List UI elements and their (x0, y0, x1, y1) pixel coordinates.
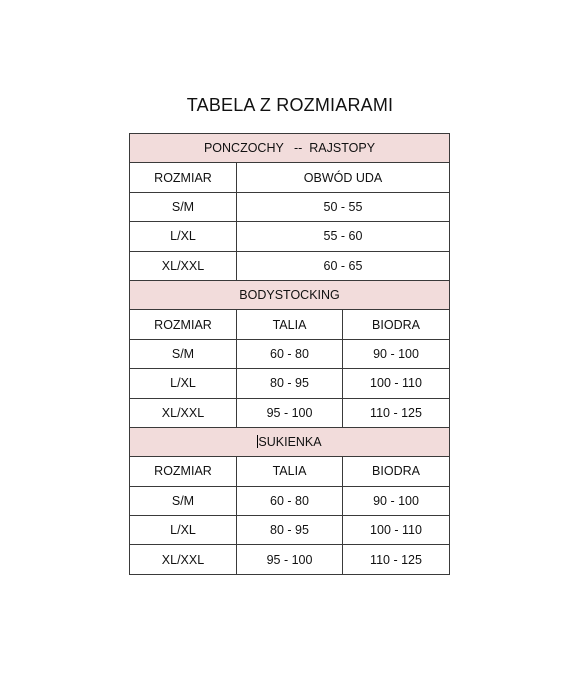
size-cell: L/XL (130, 369, 237, 398)
table-row (130, 192, 450, 221)
thigh-cell: 60 - 65 (237, 251, 450, 280)
col-header-thigh: OBWÓD UDA (237, 163, 450, 192)
col-header-waist: TALIA (237, 457, 343, 486)
size-cell: XL/XXL (130, 398, 237, 427)
section-heading-bodystocking: BODYSTOCKING (130, 280, 450, 309)
col-header-size: ROZMIAR (130, 457, 237, 486)
hips-cell: 100 - 110 (343, 516, 450, 545)
col-header-hips: BIODRA (343, 457, 450, 486)
column-header-row (130, 310, 450, 339)
page-title: TABELA Z ROZMIARAMI (186, 95, 394, 115)
size-cell: S/M (130, 192, 237, 221)
waist-cell: 95 - 100 (237, 545, 343, 574)
waist-cell: 95 - 100 (237, 398, 343, 427)
size-table (129, 133, 450, 575)
hips-cell: 90 - 100 (343, 339, 450, 368)
size-cell: L/XL (130, 516, 237, 545)
column-header-row (130, 163, 450, 192)
table-row (130, 516, 450, 545)
size-cell: S/M (130, 339, 237, 368)
col-header-hips: BIODRA (343, 310, 450, 339)
section-header-row (130, 427, 450, 456)
hips-cell: 100 - 110 (343, 369, 450, 398)
table-row (130, 398, 450, 427)
table-row (130, 222, 450, 251)
thigh-cell: 50 - 55 (237, 192, 450, 221)
size-cell: S/M (130, 486, 237, 515)
section-header-row (130, 280, 450, 309)
col-header-size: ROZMIAR (130, 310, 237, 339)
col-header-size: ROZMIAR (130, 163, 237, 192)
table-row (130, 545, 450, 574)
size-cell: XL/XXL (130, 251, 237, 280)
table-row (130, 339, 450, 368)
waist-cell: 80 - 95 (237, 516, 343, 545)
section-heading-stockings: PONCZOCHY -- RAJSTOPY (130, 134, 450, 163)
size-cell: L/XL (130, 222, 237, 251)
waist-cell: 60 - 80 (237, 486, 343, 515)
section-heading-dress-cell (130, 427, 450, 456)
section-heading-dress: SUKIENKA (258, 435, 322, 450)
hips-cell: 110 - 125 (343, 398, 450, 427)
column-header-row (130, 457, 450, 486)
waist-cell: 80 - 95 (237, 369, 343, 398)
table-row (130, 369, 450, 398)
col-header-waist: TALIA (237, 310, 343, 339)
size-cell: XL/XXL (130, 545, 237, 574)
section-header-row (130, 134, 450, 163)
table-row (130, 251, 450, 280)
hips-cell: 110 - 125 (343, 545, 450, 574)
waist-cell: 60 - 80 (237, 339, 343, 368)
thigh-cell: 55 - 60 (237, 222, 450, 251)
hips-cell: 90 - 100 (343, 486, 450, 515)
table-row (130, 486, 450, 515)
